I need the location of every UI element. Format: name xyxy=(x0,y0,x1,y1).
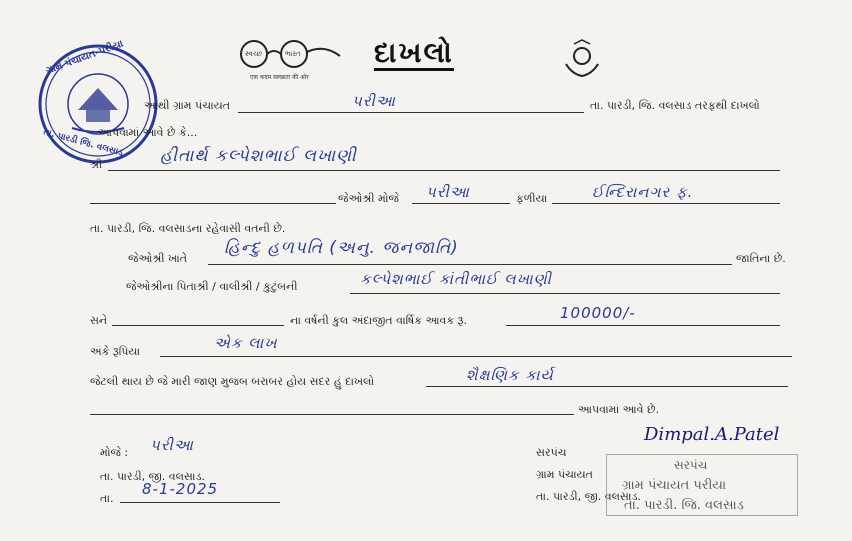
residence-text: તા. પારડી, જિ. વલસાડના રહેવાસી વતની છે. xyxy=(90,222,286,235)
page-title: દાખલો xyxy=(374,36,454,69)
stamp-line2: ગ્રામ પંચાયત પરીયા xyxy=(622,478,727,493)
faliya-value: ઈન્દિરાનગર ફ. xyxy=(592,183,694,201)
year-label: સને xyxy=(90,314,108,327)
line1-prefix: આથી ગ્રામ પંચાયત xyxy=(144,99,230,112)
panchayat-label: ગ્રામ પંચાયત xyxy=(536,468,593,481)
moje-label: જેઓશ્રી મોજે xyxy=(338,192,399,205)
income-label: ના વર્ષની કુલ અંદાજીત વાર્ષિક આવક રૂ. xyxy=(290,314,467,327)
moje-footer-value: પરીઆ xyxy=(150,436,194,454)
caste-label: જેઓશ્રી ખાતે xyxy=(128,252,188,265)
stamp-line3: તા. પારડી. જિ. વલસાડ xyxy=(624,498,744,513)
amount-words-value: એક લાખ xyxy=(214,334,278,352)
signature: Dimpal.A.Patel xyxy=(644,424,780,445)
line2-text: આપવામાં આવે છે કે... xyxy=(98,126,198,139)
income-value: 100000/- xyxy=(560,304,636,322)
swachh-right-text: ભારત xyxy=(285,50,301,58)
father-name-value: કલ્પેશભાઈ કાંતીભાઈ લખાણી xyxy=(360,270,552,288)
closing-text: આપવામાં આવે છે. xyxy=(578,403,659,416)
stamp-line1: સરપંચ xyxy=(674,458,708,472)
taluka-right-text: તા. પારડી, જી. વલસાડ. xyxy=(536,490,642,503)
seal-bottom-text: તા. પારડી જિ. વલસાડ xyxy=(42,127,124,159)
taluka-left-text: તા. પારડી, જી. વલસાડ. xyxy=(100,470,206,483)
moje-footer-label: મોજે : xyxy=(100,446,129,459)
sarpanch-label: સરપંચ xyxy=(536,446,567,459)
words-label: અંકે રૂપિયા xyxy=(90,345,141,358)
applicant-name-value: હીતાર્થ કલ્પેશભાઈ લખાણી xyxy=(160,146,357,166)
date-value: 8-1-2025 xyxy=(142,480,219,498)
swachh-left-text: સ્વચ્છ xyxy=(245,50,262,58)
purpose-label: જેટલી થાય છે જે મારી જાણ મુજબ બરાબર હોય સદર હું દાખલો xyxy=(90,375,375,388)
caste-suffix: જાતિના છે. xyxy=(736,252,786,265)
faliya-label: ફળીયા xyxy=(516,192,548,205)
swachh-tagline: एक कदम स्वच्छता की ओर xyxy=(250,74,309,81)
panchayat-name-value: પરીઆ xyxy=(352,92,396,110)
father-label: જેઓશ્રીના પિતાશ્રી / વાલીશ્રી / કુટુંબની xyxy=(126,280,298,293)
hands-emblem-icon xyxy=(560,38,604,82)
purpose-value: શૈક્ષણિક કાર્ય xyxy=(466,366,554,384)
line1-suffix: તા. પારડી, જિ. વલસાડ તરફથી દાખલો xyxy=(590,99,760,112)
date-label: તા. xyxy=(100,492,114,505)
caste-value: હિન્દુ હળપતિ (અનુ. જનજાતિ) xyxy=(224,238,459,258)
shri-label: શ્રી xyxy=(90,158,103,171)
seal-top-text: ગ્રામ પંચાયત-પરીયા xyxy=(44,38,125,77)
village-value: પરીઆ xyxy=(426,183,470,201)
